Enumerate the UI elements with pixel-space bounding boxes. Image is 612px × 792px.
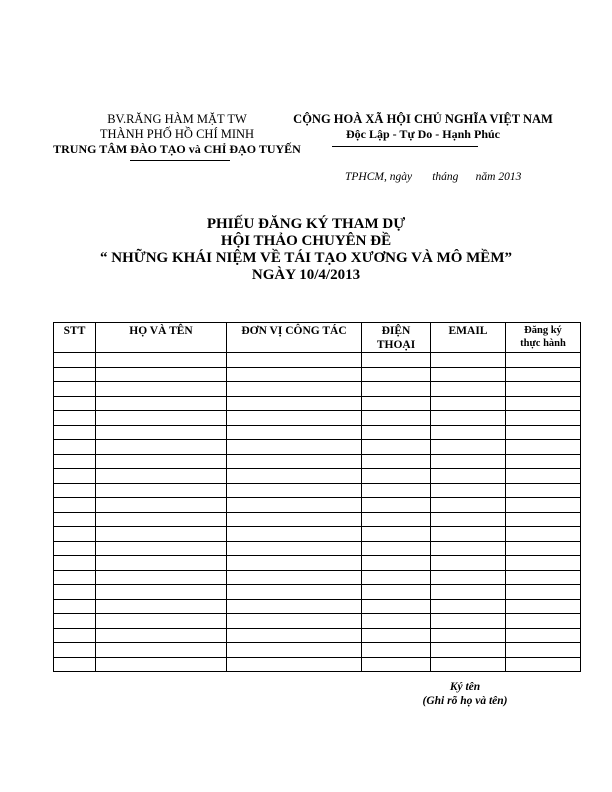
cell-stt[interactable] — [54, 440, 96, 455]
registration-table — [53, 322, 581, 672]
cell-email[interactable] — [431, 541, 506, 556]
cell-stt[interactable] — [54, 585, 96, 600]
cell-phone[interactable] — [362, 498, 431, 513]
cell-name[interactable] — [96, 599, 227, 614]
cell-stt[interactable] — [54, 599, 96, 614]
cell-practice[interactable] — [506, 614, 581, 629]
cell-email[interactable] — [431, 643, 506, 658]
cell-phone[interactable] — [362, 440, 431, 455]
table-row — [54, 657, 581, 672]
cell-practice[interactable] — [506, 469, 581, 484]
header-phone-line-2: THOẠI — [376, 339, 416, 351]
cell-name[interactable] — [96, 643, 227, 658]
cell-email[interactable] — [431, 512, 506, 527]
cell-practice[interactable] — [506, 599, 581, 614]
title-line-2: HỘI THẢO CHUYÊN ĐỀ — [220, 233, 392, 249]
cell-practice[interactable] — [506, 382, 581, 397]
cell-email[interactable] — [431, 483, 506, 498]
org-line-2: THÀNH PHỐ HỒ CHÍ MINH — [99, 127, 255, 141]
table-row — [54, 570, 581, 585]
cell-email[interactable] — [431, 599, 506, 614]
cell-practice[interactable] — [506, 556, 581, 571]
cell-phone[interactable] — [362, 382, 431, 397]
cell-unit[interactable] — [227, 498, 362, 513]
header-stt: STT — [54, 323, 96, 353]
cell-practice[interactable] — [506, 585, 581, 600]
cell-phone[interactable] — [362, 396, 431, 411]
cell-phone[interactable] — [362, 353, 431, 368]
cell-unit[interactable] — [227, 483, 362, 498]
cell-stt[interactable] — [54, 628, 96, 643]
cell-phone[interactable] — [362, 657, 431, 672]
cell-stt[interactable] — [54, 454, 96, 469]
title-line-4: NGÀY 10/4/2013 — [251, 267, 361, 283]
table-row — [54, 527, 581, 542]
cell-email[interactable] — [431, 527, 506, 542]
table-row — [54, 440, 581, 455]
header-practice — [506, 323, 581, 353]
cell-phone[interactable] — [362, 643, 431, 658]
cell-unit[interactable] — [227, 643, 362, 658]
table-row — [54, 396, 581, 411]
header-unit: ĐƠN VỊ CÔNG TÁC — [227, 323, 362, 353]
cell-email[interactable] — [431, 469, 506, 484]
header-phone — [362, 323, 431, 353]
header-phone-line-1: ĐIỆN — [381, 325, 411, 337]
cell-unit[interactable] — [227, 425, 362, 440]
cell-stt[interactable] — [54, 469, 96, 484]
cell-stt[interactable] — [54, 657, 96, 672]
cell-email[interactable] — [431, 367, 506, 382]
cell-stt[interactable] — [54, 614, 96, 629]
cell-stt[interactable] — [54, 396, 96, 411]
cell-name[interactable] — [96, 512, 227, 527]
cell-phone[interactable] — [362, 585, 431, 600]
cell-unit[interactable] — [227, 367, 362, 382]
cell-phone[interactable] — [362, 512, 431, 527]
cell-name[interactable] — [96, 527, 227, 542]
cell-practice[interactable] — [506, 440, 581, 455]
cell-stt[interactable] — [54, 556, 96, 571]
table-row — [54, 367, 581, 382]
cell-practice[interactable] — [506, 411, 581, 426]
cell-email[interactable] — [431, 454, 506, 469]
cell-phone[interactable] — [362, 411, 431, 426]
table-row — [54, 643, 581, 658]
cell-unit[interactable] — [227, 469, 362, 484]
cell-phone[interactable] — [362, 527, 431, 542]
cell-name[interactable] — [96, 382, 227, 397]
table-row — [54, 585, 581, 600]
signature-block — [400, 680, 530, 708]
cell-unit[interactable] — [227, 556, 362, 571]
table-row — [54, 353, 581, 368]
organization-header — [52, 112, 302, 157]
cell-email[interactable] — [431, 382, 506, 397]
cell-practice[interactable] — [506, 367, 581, 382]
table-row — [54, 512, 581, 527]
cell-unit[interactable] — [227, 657, 362, 672]
cell-practice[interactable] — [506, 512, 581, 527]
cell-unit[interactable] — [227, 512, 362, 527]
cell-practice[interactable] — [506, 498, 581, 513]
header-name: HỌ VÀ TÊN — [96, 323, 227, 353]
cell-name[interactable] — [96, 411, 227, 426]
cell-name[interactable] — [96, 425, 227, 440]
cell-name[interactable] — [96, 628, 227, 643]
cell-phone[interactable] — [362, 483, 431, 498]
cell-unit[interactable] — [227, 614, 362, 629]
table-body — [54, 353, 581, 672]
cell-stt[interactable] — [54, 512, 96, 527]
cell-phone[interactable] — [362, 454, 431, 469]
cell-unit[interactable] — [227, 585, 362, 600]
cell-stt[interactable] — [54, 353, 96, 368]
header-practice-line-1: Đăng ký — [524, 325, 562, 336]
cell-unit[interactable] — [227, 570, 362, 585]
cell-email[interactable] — [431, 585, 506, 600]
cell-phone[interactable] — [362, 541, 431, 556]
cell-stt[interactable] — [54, 643, 96, 658]
cell-stt[interactable] — [54, 570, 96, 585]
cell-unit[interactable] — [227, 527, 362, 542]
table-row — [54, 454, 581, 469]
table-row — [54, 541, 581, 556]
cell-name[interactable] — [96, 367, 227, 382]
title-line-3: “ NHỮNG KHÁI NIỆM VỀ TÁI TẠO XƯƠNG VÀ MÔ MỀM” — [100, 250, 512, 266]
org-line-1: BV.RĂNG HÀM MẶT TW — [107, 112, 247, 126]
table-header-row — [54, 323, 581, 353]
cell-name[interactable] — [96, 440, 227, 455]
cell-email[interactable] — [431, 556, 506, 571]
cell-phone[interactable] — [362, 425, 431, 440]
cell-practice[interactable] — [506, 657, 581, 672]
cell-stt[interactable] — [54, 367, 96, 382]
cell-phone[interactable] — [362, 469, 431, 484]
cell-name[interactable] — [96, 541, 227, 556]
cell-phone[interactable] — [362, 570, 431, 585]
cell-name[interactable] — [96, 614, 227, 629]
cell-phone[interactable] — [362, 367, 431, 382]
table-row — [54, 498, 581, 513]
cell-email[interactable] — [431, 570, 506, 585]
signature-note: (Ghi rõ họ và tên) — [422, 695, 508, 707]
table-row — [54, 425, 581, 440]
cell-unit[interactable] — [227, 396, 362, 411]
cell-name[interactable] — [96, 657, 227, 672]
cell-stt[interactable] — [54, 527, 96, 542]
cell-name[interactable] — [96, 498, 227, 513]
cell-unit[interactable] — [227, 440, 362, 455]
org-underline — [130, 160, 230, 161]
cell-unit[interactable] — [227, 628, 362, 643]
cell-practice[interactable] — [506, 483, 581, 498]
cell-email[interactable] — [431, 411, 506, 426]
cell-stt[interactable] — [54, 483, 96, 498]
document-title — [30, 216, 582, 284]
national-header — [282, 112, 564, 142]
header-practice-line-2: thực hành — [520, 338, 566, 349]
cell-practice[interactable] — [506, 396, 581, 411]
title-line-1: PHIẾU ĐĂNG KÝ THAM DỰ — [206, 216, 406, 232]
cell-phone[interactable] — [362, 556, 431, 571]
cell-phone[interactable] — [362, 599, 431, 614]
cell-email[interactable] — [431, 498, 506, 513]
cell-unit[interactable] — [227, 382, 362, 397]
table-row — [54, 411, 581, 426]
cell-stt[interactable] — [54, 411, 96, 426]
cell-email[interactable] — [431, 353, 506, 368]
cell-unit[interactable] — [227, 411, 362, 426]
table-row — [54, 599, 581, 614]
cell-practice[interactable] — [506, 527, 581, 542]
cell-email[interactable] — [431, 425, 506, 440]
cell-phone[interactable] — [362, 614, 431, 629]
header-email: EMAIL — [431, 323, 506, 353]
table-row — [54, 614, 581, 629]
table-row — [54, 556, 581, 571]
cell-name[interactable] — [96, 396, 227, 411]
cell-practice[interactable] — [506, 570, 581, 585]
table-row — [54, 483, 581, 498]
org-line-3: TRUNG TÂM ĐÀO TẠO và CHỈ ĐẠO TUYẾN — [53, 142, 301, 156]
cell-unit[interactable] — [227, 599, 362, 614]
cell-name[interactable] — [96, 353, 227, 368]
cell-stt[interactable] — [54, 498, 96, 513]
cell-unit[interactable] — [227, 353, 362, 368]
nation-name: CỘNG HOÀ XÃ HỘI CHỦ NGHĨA VIỆT NAM — [293, 112, 553, 126]
nation-motto: Độc Lập - Tự Do - Hạnh Phúc — [345, 127, 500, 141]
cell-practice[interactable] — [506, 628, 581, 643]
cell-practice[interactable] — [506, 425, 581, 440]
table-row — [54, 628, 581, 643]
table-row — [54, 382, 581, 397]
cell-stt[interactable] — [54, 541, 96, 556]
cell-name[interactable] — [96, 585, 227, 600]
cell-email[interactable] — [431, 628, 506, 643]
date-line: TPHCM, ngày tháng năm 2013 — [345, 171, 522, 183]
cell-email[interactable] — [431, 440, 506, 455]
cell-name[interactable] — [96, 570, 227, 585]
cell-email[interactable] — [431, 396, 506, 411]
cell-unit[interactable] — [227, 454, 362, 469]
cell-phone[interactable] — [362, 628, 431, 643]
cell-practice[interactable] — [506, 353, 581, 368]
signature-label: Ký tên — [449, 681, 481, 693]
cell-name[interactable] — [96, 469, 227, 484]
cell-name[interactable] — [96, 454, 227, 469]
cell-stt[interactable] — [54, 425, 96, 440]
table-row — [54, 469, 581, 484]
cell-email[interactable] — [431, 614, 506, 629]
cell-practice[interactable] — [506, 454, 581, 469]
motto-underline — [332, 146, 478, 147]
cell-name[interactable] — [96, 483, 227, 498]
cell-name[interactable] — [96, 556, 227, 571]
cell-unit[interactable] — [227, 541, 362, 556]
cell-stt[interactable] — [54, 382, 96, 397]
cell-practice[interactable] — [506, 541, 581, 556]
cell-email[interactable] — [431, 657, 506, 672]
cell-practice[interactable] — [506, 643, 581, 658]
